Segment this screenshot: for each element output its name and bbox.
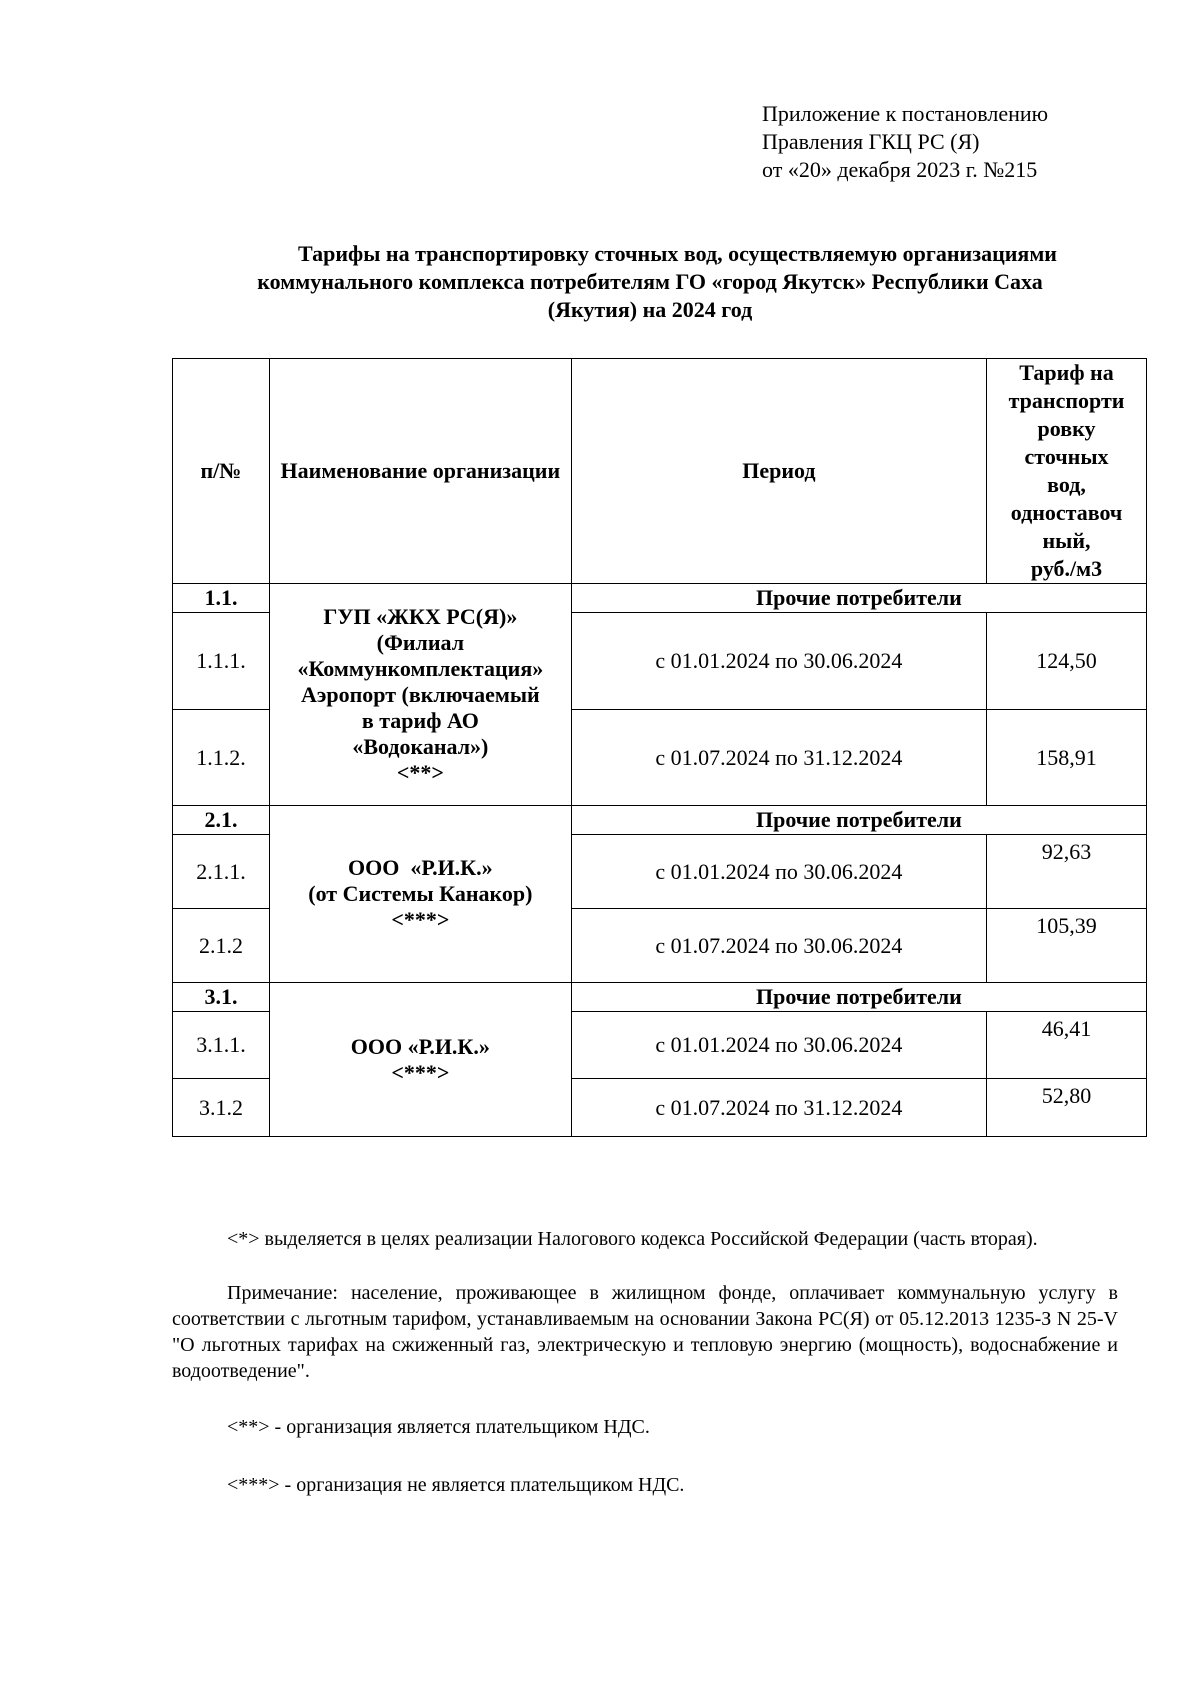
org-cell: [269, 584, 571, 806]
footnote-non-vat-payer: <***> - организация не является плательщиком НДС.: [227, 1474, 685, 1496]
org-cell: [269, 806, 571, 983]
section-category: Прочие потребители: [571, 806, 1146, 835]
section-row: [173, 806, 1147, 835]
row-period: с 01.07.2024 по 31.12.2024: [571, 1079, 986, 1137]
section-category: Прочие потребители: [571, 983, 1146, 1012]
footnote-vat-payer: <**> - организация является плательщиком НДС.: [227, 1416, 650, 1438]
title-line-1: Тарифы на транспортировку сточных вод, осуществляемую организациями: [298, 241, 1057, 266]
org-line: (от Системы Канакор): [308, 881, 533, 906]
header-tariff-line: вод,: [1047, 472, 1086, 497]
org-line: Аэропорт (включаемый: [300, 681, 540, 707]
header-period: Период: [571, 359, 986, 584]
row-tariff: 158,91: [987, 710, 1147, 806]
org-line: <**>: [396, 759, 444, 785]
row-num: 1.1.2.: [173, 710, 270, 806]
section-num: 1.1.: [173, 584, 270, 613]
header-tariff: [987, 359, 1147, 584]
org-line: «Водоканал»): [352, 733, 489, 759]
org-line: ООО «Р.И.К.»: [350, 1033, 490, 1059]
appendix-line-2: Правления ГКЦ РС (Я): [762, 129, 980, 154]
section-row: [173, 584, 1147, 613]
org-line: «Коммункомплектация»: [297, 655, 544, 681]
appendix-line-3: от «20» декабря 2023 г. №215: [762, 157, 1038, 182]
org-line: ГУП «ЖКХ РС(Я)»: [323, 603, 518, 629]
org-line: <***>: [391, 907, 450, 932]
header-tariff-line: ровку: [1037, 416, 1096, 441]
header-tariff-line: Тариф на: [1019, 360, 1114, 385]
row-tariff: 105,39: [987, 909, 1147, 983]
appendix-line-1: Приложение к постановлению: [762, 101, 1049, 126]
row-tariff: 124,50: [987, 613, 1147, 710]
org-line: <***>: [391, 1059, 450, 1085]
row-tariff: 46,41: [987, 1012, 1147, 1079]
footnotes: [172, 1226, 1118, 1498]
title-line-3: (Якутия) на 2024 год: [547, 297, 753, 322]
document-title: [190, 240, 1110, 324]
header-tariff-line: руб./м3: [1030, 556, 1103, 581]
row-period: с 01.01.2024 по 30.06.2024: [571, 835, 986, 909]
header-tariff-line: транспорти: [1008, 388, 1125, 413]
section-num: 2.1.: [173, 806, 270, 835]
row-num: 1.1.1.: [173, 613, 270, 710]
section-num: 3.1.: [173, 983, 270, 1012]
org-line: ООО «Р.И.К.»: [348, 855, 493, 880]
row-period: с 01.01.2024 по 30.06.2024: [571, 1012, 986, 1079]
section-row: [173, 983, 1147, 1012]
row-period: с 01.07.2024 по 31.12.2024: [571, 710, 986, 806]
header-tariff-line: одноставоч: [1010, 500, 1123, 525]
footnote-vat-code: <*> выделяется в целях реализации Налогового кодекса Российской Федерации (часть вторая).: [227, 1228, 1038, 1250]
row-num: 3.1.2: [173, 1079, 270, 1137]
appendix-header: [762, 100, 1048, 184]
footnote-population: Примечание: население, проживающее в жилищном фонде, оплачивает коммунальную услугу в соответствии с льготным тарифом, устанавливаемым на основании Закона РС(Я) от 05.12.2013 1235-З N 25-V "О льготных тарифах на сжиженный газ, электрическую и тепловую энергию (мощность), водоснабжение и водоотведение".: [172, 1282, 1118, 1382]
org-line: в тариф АО: [361, 707, 479, 733]
row-period: с 01.01.2024 по 30.06.2024: [571, 613, 986, 710]
tariff-table: [172, 358, 1147, 1137]
org-line: (Филиал: [376, 629, 465, 655]
header-tariff-line: ный,: [1042, 528, 1091, 553]
row-num: 3.1.1.: [173, 1012, 270, 1079]
org-cell: [269, 983, 571, 1137]
header-num: п/№: [173, 359, 270, 584]
header-org: Наименование организации: [269, 359, 571, 584]
row-tariff: 92,63: [987, 835, 1147, 909]
section-category: Прочие потребители: [571, 584, 1146, 613]
row-tariff: 52,80: [987, 1079, 1147, 1137]
row-num: 2.1.2: [173, 909, 270, 983]
row-num: 2.1.1.: [173, 835, 270, 909]
header-tariff-line: сточных: [1024, 444, 1109, 469]
title-line-2: коммунального комплекса потребителям ГО «город Якутск» Республики Саха: [257, 269, 1043, 294]
table-header-row: [173, 359, 1147, 584]
row-period: с 01.07.2024 по 30.06.2024: [571, 909, 986, 983]
